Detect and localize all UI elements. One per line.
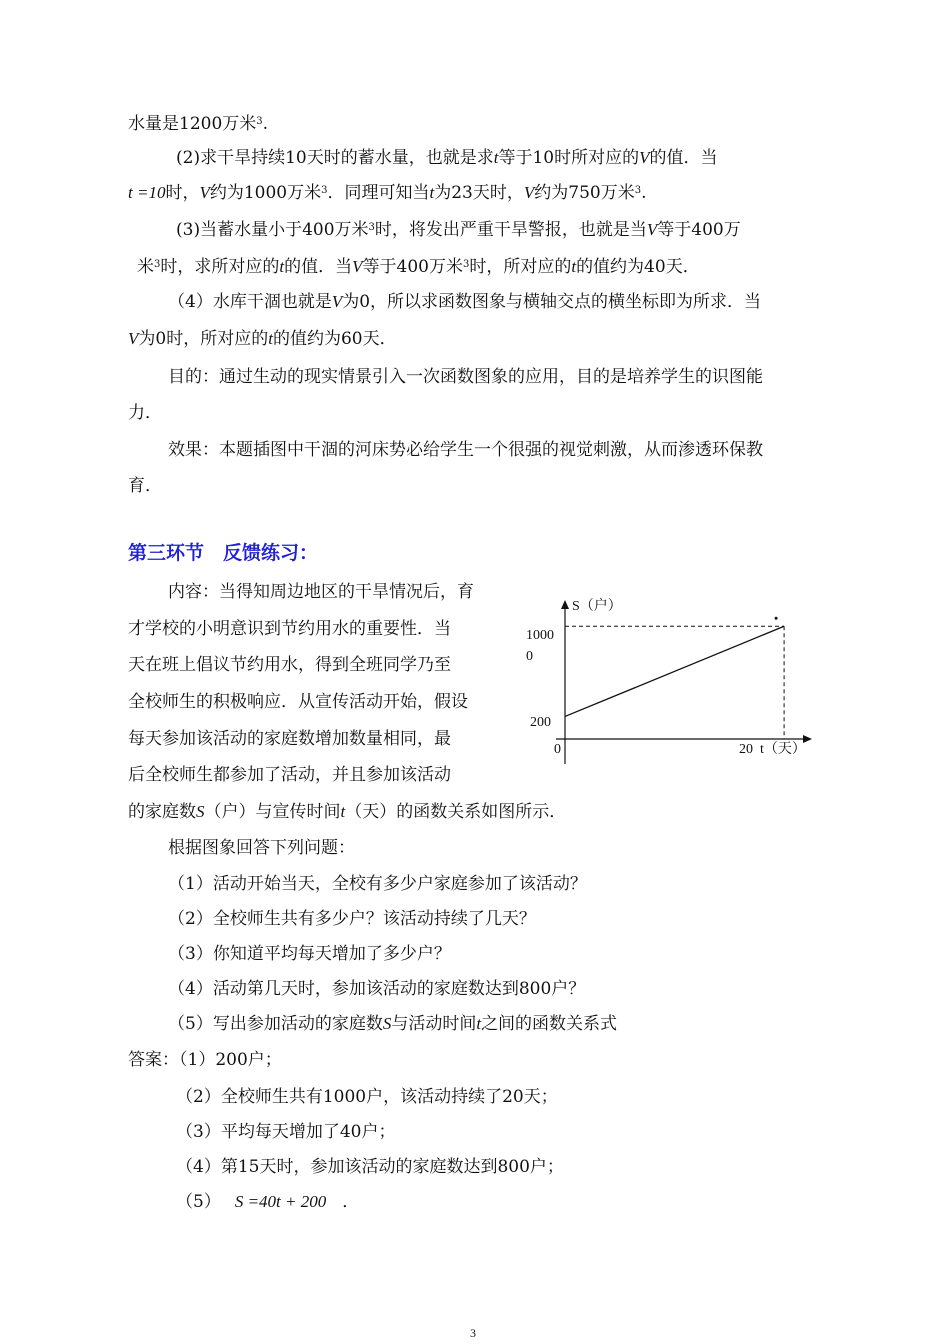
text-line: 米$^3$时，求所对应的t的值．当V等于400万米$^3$时，所对应的t的值约为40天． bbox=[137, 257, 700, 277]
text-line: V为0时，所对应的t的值约为60天． bbox=[128, 329, 397, 349]
text-line: 根据图象回答下列问题： bbox=[168, 838, 355, 858]
question-2: （2）全校师生共有多少户？该活动持续了几天？ bbox=[168, 909, 536, 929]
answer-3: （3）平均每天增加了40户； bbox=[176, 1122, 396, 1142]
y-axis-arrow bbox=[561, 600, 569, 609]
answer-2: （2）全校师生共有1000户，该活动持续了20天； bbox=[176, 1087, 558, 1107]
text-line: 目的：通过生动的现实情景引入一次函数图象的应用，目的是培养学生的识图能 bbox=[168, 367, 763, 387]
data-point-end bbox=[775, 617, 778, 620]
text-line: 每天参加该活动的家庭数增加数量相同，最 bbox=[128, 729, 451, 749]
page-number: 3 bbox=[470, 1326, 476, 1340]
question-1: （1）活动开始当天，全校有多少户家庭参加了该活动？ bbox=[168, 874, 587, 894]
text-line: 育． bbox=[128, 476, 162, 496]
text-line: t =10时，V约为1000万米$^3$．同理可知当t为23天时，V约为750万米$^3$. bbox=[128, 183, 647, 203]
x-axis-label: t（天） bbox=[760, 742, 806, 757]
question-4: （4）活动第几天时，参加该活动的家庭数达到800户？ bbox=[168, 979, 586, 999]
y-tick-200: 200 bbox=[530, 715, 551, 730]
text-line: 后全校师生都参加了活动，并且参加该活动 bbox=[128, 765, 451, 785]
answer-1: 答案：（1）200户； bbox=[128, 1050, 282, 1070]
text-line: 的家庭数S（户）与宣传时间t（天）的函数关系如图所示． bbox=[128, 802, 567, 822]
text-line: 效果：本题插图中干涸的河床势必给学生一个很强的视觉刺激，从而渗透环保教 bbox=[168, 440, 763, 460]
origin-label: 0 bbox=[554, 742, 561, 757]
answer-5: （5） S =40t + 200 ． bbox=[176, 1192, 360, 1212]
y-axis-label: S（户） bbox=[572, 599, 622, 614]
y-tick-1000-extra: 0 bbox=[526, 649, 533, 664]
text-line: 全校师生的积极响应．从宣传活动开始，假设 bbox=[128, 692, 468, 712]
section-heading: 第三环节 反馈练习： bbox=[128, 542, 319, 564]
text-line: 内容：当得知周边地区的干旱情况后，育 bbox=[168, 582, 474, 602]
answer-4: （4）第15天时，参加该活动的家庭数达到800户； bbox=[176, 1157, 564, 1177]
function-graph bbox=[520, 592, 820, 770]
x-tick-20: 20 bbox=[739, 742, 753, 757]
text-line: 天在班上倡议节约用水，得到全班同学乃至 bbox=[128, 655, 451, 675]
text-line: 力． bbox=[128, 403, 162, 423]
text-line: （4）水库干涸也就是V为0，所以求函数图象与横轴交点的横坐标即为所求．当 bbox=[168, 292, 762, 312]
y-tick-1000: 1000 bbox=[526, 628, 554, 643]
question-3: （3）你知道平均每天增加了多少户？ bbox=[168, 944, 451, 964]
text-line: (2)求干旱持续10天时的蓄水量，也就是求t等于10时所对应的V的值．当 bbox=[176, 148, 718, 168]
text-line: (3)当蓄水量小于400万米$^3$时，将发出严重干旱警报，也就是当V等于400万 bbox=[176, 220, 741, 240]
question-5: （5）写出参加活动的家庭数S与活动时间t之间的函数关系式 bbox=[168, 1014, 618, 1034]
series-line bbox=[565, 626, 784, 716]
text-line: 才学校的小明意识到节约用水的重要性．当 bbox=[128, 619, 451, 639]
text-line: 水量是1200万米$^3$. bbox=[128, 114, 269, 134]
